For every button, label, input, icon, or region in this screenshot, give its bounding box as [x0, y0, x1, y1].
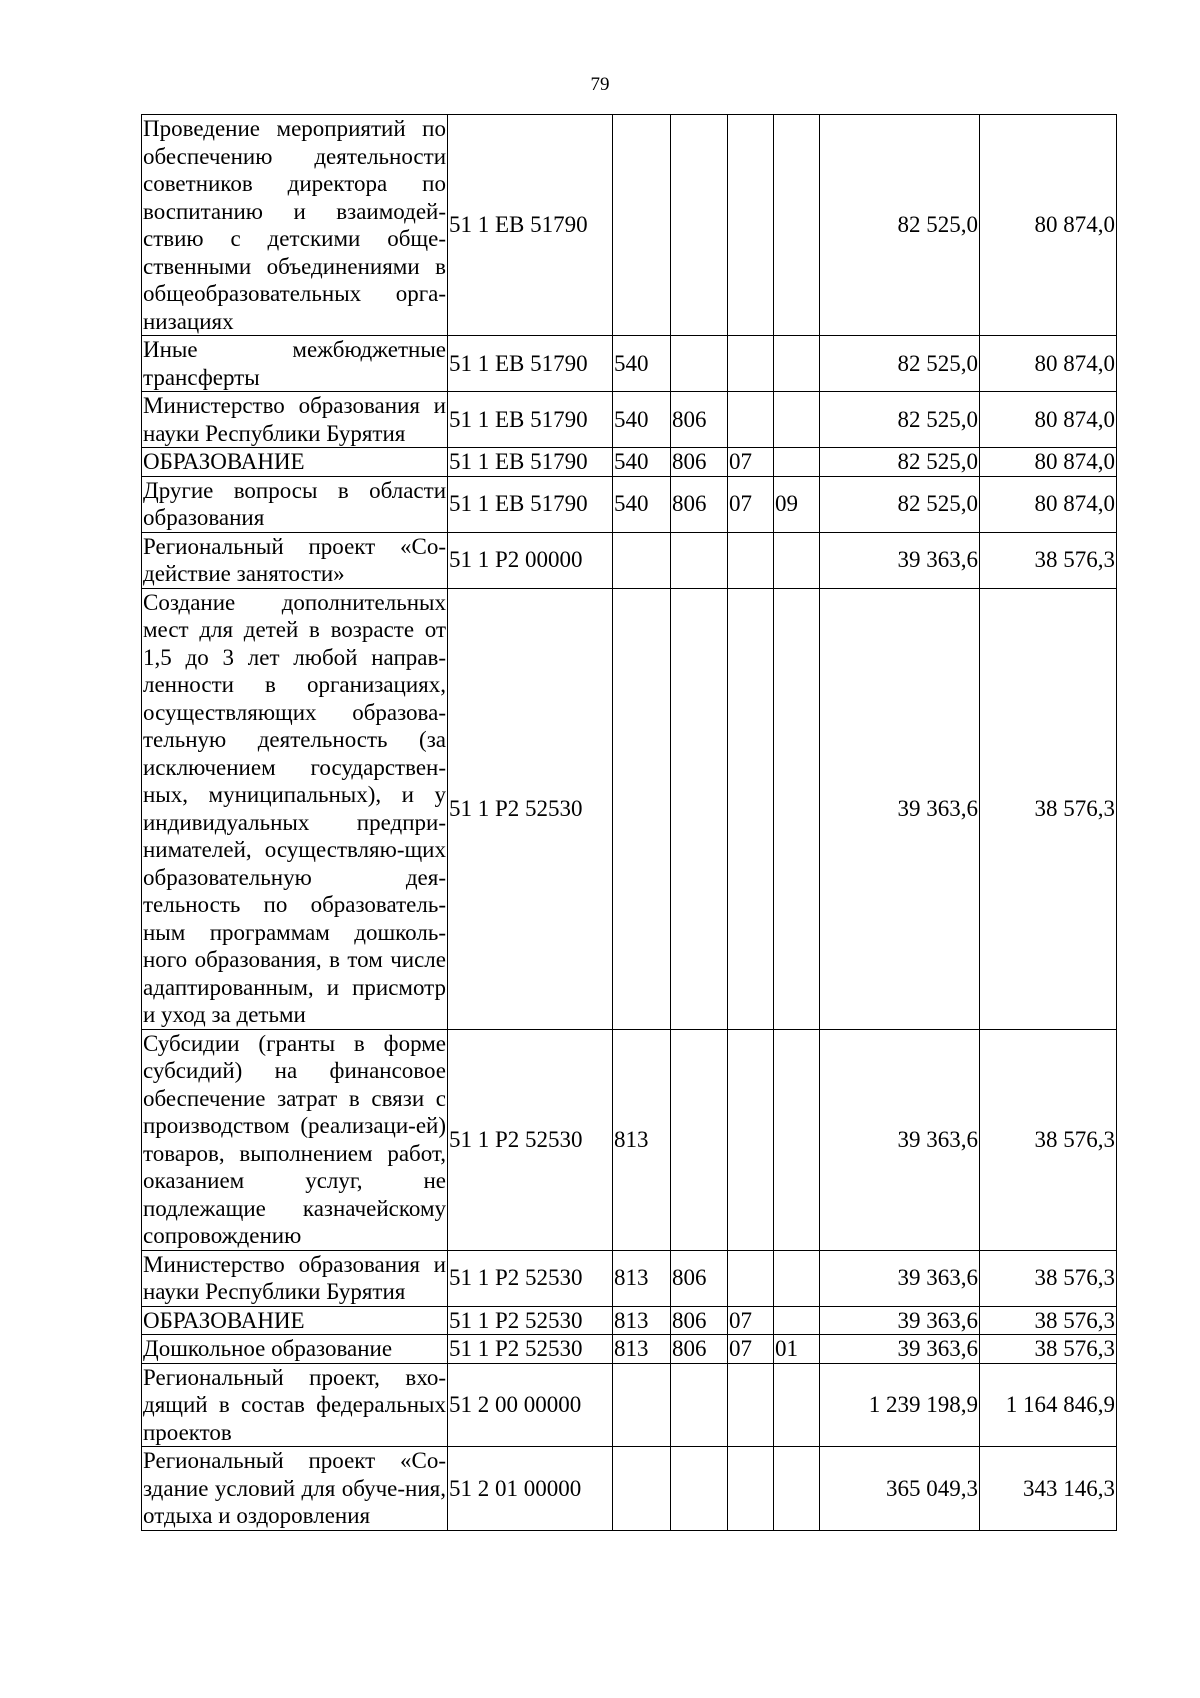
row-name-cell: Проведение мероприятий по обеспечению деятельности советников директора по воспитанию и взаимодей-ствию с детскими обще-ственными объединениями в общеобразовательных орга-низациях: [143, 116, 446, 334]
target-code-cell: 51 2 00 00000: [448, 1363, 613, 1447]
target-code-cell: 51 1 EB 51790: [448, 448, 613, 477]
ministry-code-cell: 806: [671, 1306, 728, 1335]
section-cell: [728, 588, 774, 1029]
page-number: 79: [590, 74, 610, 95]
amount-year1-cell: 82 525,0: [820, 336, 980, 392]
target-code-cell: 51 1 P2 52530: [448, 1306, 613, 1335]
row-name-cell: Иные межбюджетные трансферты: [143, 337, 446, 390]
subsection-cell: [774, 1363, 820, 1447]
subsection-cell: [774, 115, 820, 336]
row-name-cell: Министерство образования и науки Республики Бурятия: [143, 393, 446, 446]
amount-year1-cell: 82 525,0: [820, 448, 980, 477]
target-code-cell: 51 1 P2 52530: [448, 1029, 613, 1250]
table-row: [142, 336, 1117, 392]
amount-year1-cell: 365 049,3: [820, 1447, 980, 1531]
subsection-cell: [774, 392, 820, 448]
section-cell: [728, 532, 774, 588]
expense-type-cell: 813: [613, 1250, 671, 1306]
ministry-code-cell: [671, 532, 728, 588]
section-cell: [728, 1363, 774, 1447]
subsection-cell: [774, 532, 820, 588]
ministry-code-cell: [671, 1029, 728, 1250]
target-code-cell: 51 1 EB 51790: [448, 476, 613, 532]
target-code-cell: 51 1 P2 00000: [448, 532, 613, 588]
expense-type-cell: [613, 115, 671, 336]
amount-year2-cell: 343 146,3: [980, 1447, 1117, 1531]
table-row: [142, 532, 1117, 588]
expense-type-cell: 540: [613, 476, 671, 532]
amount-year1-cell: 39 363,6: [820, 532, 980, 588]
amount-year1-cell: 39 363,6: [820, 588, 980, 1029]
amount-year1-cell: 39 363,6: [820, 1335, 980, 1364]
amount-year1-cell: 39 363,6: [820, 1029, 980, 1250]
section-cell: 07: [728, 448, 774, 477]
ministry-code-cell: [671, 1447, 728, 1531]
subsection-cell: 09: [774, 476, 820, 532]
section-cell: [728, 1447, 774, 1531]
subsection-cell: 01: [774, 1335, 820, 1364]
section-cell: [728, 1250, 774, 1306]
table-row: [142, 476, 1117, 532]
expense-type-cell: [613, 1363, 671, 1447]
target-code-cell: 51 1 EB 51790: [448, 392, 613, 448]
table-row: [142, 115, 1117, 336]
amount-year1-cell: 1 239 198,9: [820, 1363, 980, 1447]
expense-type-cell: 813: [613, 1306, 671, 1335]
budget-table: [141, 114, 1117, 1531]
subsection-cell: [774, 448, 820, 477]
subsection-cell: [774, 1447, 820, 1531]
ministry-code-cell: [671, 1363, 728, 1447]
amount-year2-cell: 80 874,0: [980, 448, 1117, 477]
table-row: [142, 392, 1117, 448]
row-name-cell: Другие вопросы в области образования: [143, 477, 446, 530]
row-name-cell: Региональный проект «Со-здание условий для обуче-ния, отдыха и оздоровления: [143, 1448, 446, 1528]
target-code-cell: 51 2 01 00000: [448, 1447, 613, 1531]
ministry-code-cell: 806: [671, 392, 728, 448]
section-cell: 07: [728, 1335, 774, 1364]
section-cell: [728, 392, 774, 448]
amount-year2-cell: 80 874,0: [980, 476, 1117, 532]
row-name-cell: Создание дополнительных мест для детей в возрасте от 1,5 до 3 лет любой направ-ленности в организациях, осуществляющих образова-тельную деятельность (за исключением государствен-ных, муниципальных), и у индивидуальных предпри-нимателей, осуществляю-щих образовательную дея-тельность по образователь-ным программам дошколь-ного образования, в том числе адаптированным, и присмотр и уход за детьми: [143, 589, 446, 1027]
amount-year1-cell: 82 525,0: [820, 115, 980, 336]
expense-type-cell: 540: [613, 392, 671, 448]
table-row: [142, 588, 1117, 1029]
amount-year2-cell: 38 576,3: [980, 1029, 1117, 1250]
expense-type-cell: 813: [613, 1335, 671, 1364]
expense-type-cell: 540: [613, 448, 671, 477]
ministry-code-cell: 806: [671, 476, 728, 532]
table-row: [142, 1447, 1117, 1531]
table-row: [142, 1306, 1117, 1335]
amount-year2-cell: 38 576,3: [980, 1306, 1117, 1335]
table-row: [142, 1363, 1117, 1447]
section-cell: 07: [728, 1306, 774, 1335]
target-code-cell: 51 1 EB 51790: [448, 336, 613, 392]
amount-year1-cell: 39 363,6: [820, 1306, 980, 1335]
expense-type-cell: [613, 1447, 671, 1531]
amount-year2-cell: 1 164 846,9: [980, 1363, 1117, 1447]
ministry-code-cell: [671, 115, 728, 336]
table-row: [142, 1250, 1117, 1306]
expense-type-cell: [613, 588, 671, 1029]
amount-year2-cell: 80 874,0: [980, 392, 1117, 448]
amount-year2-cell: 38 576,3: [980, 588, 1117, 1029]
row-name-cell: Дошкольное образование: [142, 1335, 448, 1364]
amount-year2-cell: 38 576,3: [980, 532, 1117, 588]
subsection-cell: [774, 588, 820, 1029]
amount-year1-cell: 39 363,6: [820, 1250, 980, 1306]
section-cell: [728, 336, 774, 392]
table-row: [142, 448, 1117, 477]
expense-type-cell: 540: [613, 336, 671, 392]
ministry-code-cell: 806: [671, 448, 728, 477]
table-row: [142, 1029, 1117, 1250]
amount-year1-cell: 82 525,0: [820, 392, 980, 448]
amount-year2-cell: 80 874,0: [980, 336, 1117, 392]
ministry-code-cell: 806: [671, 1335, 728, 1364]
amount-year1-cell: 82 525,0: [820, 476, 980, 532]
row-name-cell: ОБРАЗОВАНИЕ: [142, 448, 448, 477]
target-code-cell: 51 1 EB 51790: [448, 115, 613, 336]
section-cell: 07: [728, 476, 774, 532]
expense-type-cell: 813: [613, 1029, 671, 1250]
target-code-cell: 51 1 P2 52530: [448, 1250, 613, 1306]
expense-type-cell: [613, 532, 671, 588]
target-code-cell: 51 1 P2 52530: [448, 588, 613, 1029]
row-name-cell: Региональный проект «Со-действие занятости»: [143, 533, 446, 586]
subsection-cell: [774, 1250, 820, 1306]
subsection-cell: [774, 1306, 820, 1335]
row-name-cell: Региональный проект, вхо-дящий в состав федеральных проектов: [143, 1364, 446, 1445]
amount-year2-cell: 38 576,3: [980, 1250, 1117, 1306]
section-cell: [728, 1029, 774, 1250]
ministry-code-cell: 806: [671, 1250, 728, 1306]
row-name-cell: ОБРАЗОВАНИЕ: [142, 1306, 448, 1335]
budget-table-body: [142, 115, 1117, 1531]
target-code-cell: 51 1 P2 52530: [448, 1335, 613, 1364]
row-name-cell: Министерство образования и науки Республики Бурятия: [143, 1251, 446, 1304]
subsection-cell: [774, 1029, 820, 1250]
amount-year2-cell: 38 576,3: [980, 1335, 1117, 1364]
ministry-code-cell: [671, 588, 728, 1029]
table-row: [142, 1335, 1117, 1364]
amount-year2-cell: 80 874,0: [980, 115, 1117, 336]
subsection-cell: [774, 336, 820, 392]
row-name-cell: Субсидии (гранты в форме субсидий) на финансовое обеспечение затрат в связи с производством (реализаци-ей) товаров, выполнением работ, оказанием услуг, не подлежащие казначейскому сопровождению: [143, 1030, 446, 1248]
section-cell: [728, 115, 774, 336]
ministry-code-cell: [671, 336, 728, 392]
